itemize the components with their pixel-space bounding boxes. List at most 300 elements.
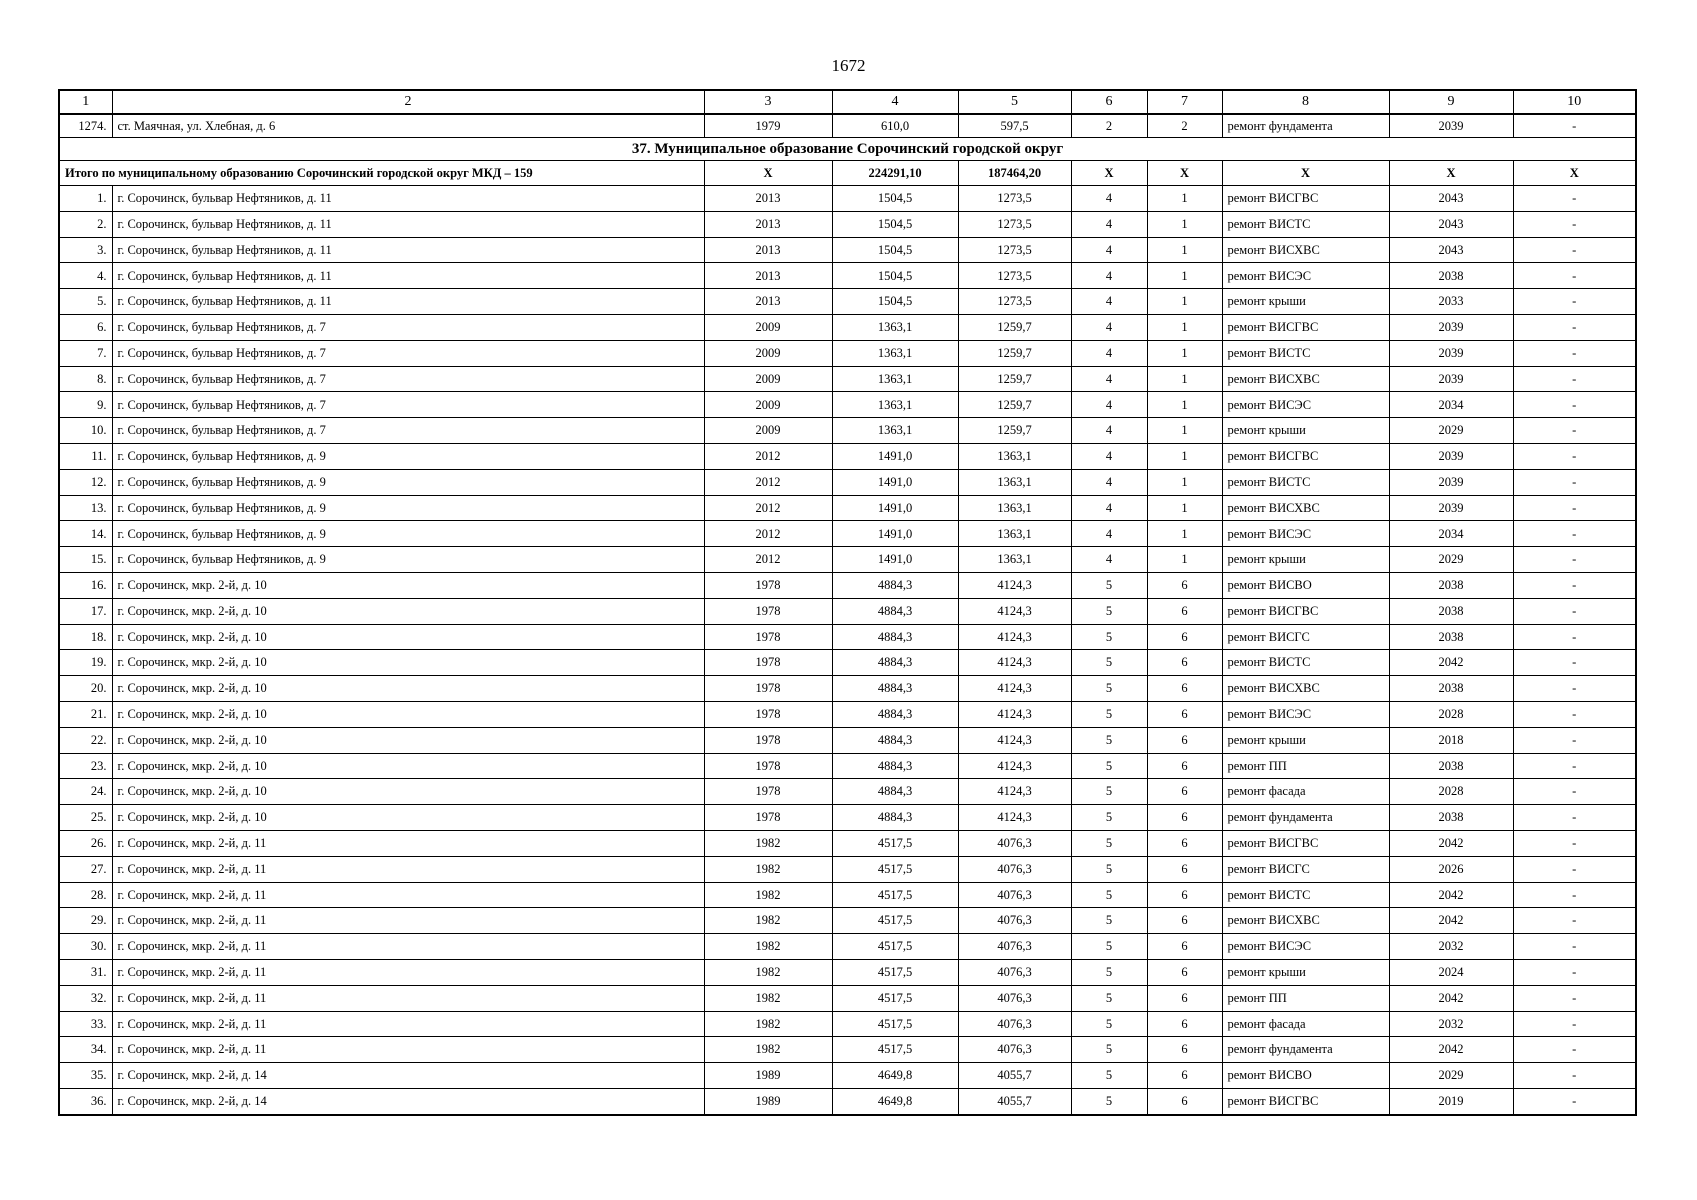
- table-row: [59, 676, 1636, 702]
- table-row: [59, 882, 1636, 908]
- work-type-cell: ремонт ВИСХВС: [1222, 366, 1389, 392]
- address-cell: г. Сорочинск, мкр. 2-й, д. 10: [112, 779, 704, 805]
- row-number: 24.: [59, 779, 112, 805]
- note-cell: -: [1513, 521, 1636, 547]
- table-row: [59, 1088, 1636, 1114]
- floors-cell: 2: [1071, 114, 1147, 138]
- column-header: 1: [59, 90, 112, 114]
- note-cell: -: [1513, 676, 1636, 702]
- table-row: [59, 392, 1636, 418]
- total-area-cell: 4884,3: [832, 779, 958, 805]
- note-cell: -: [1513, 959, 1636, 985]
- living-area-cell: 4076,3: [958, 856, 1071, 882]
- row-number: 9.: [59, 392, 112, 418]
- row-number: 4.: [59, 263, 112, 289]
- floors-cell: 4: [1071, 314, 1147, 340]
- row-number: 15.: [59, 547, 112, 573]
- entrances-cell: 6: [1147, 1011, 1222, 1037]
- total-area-cell: 1504,5: [832, 237, 958, 263]
- floors-cell: 4: [1071, 469, 1147, 495]
- work-type-cell: ремонт ВИСЭС: [1222, 392, 1389, 418]
- floors-cell: 5: [1071, 598, 1147, 624]
- planned-year-cell: 2029: [1389, 418, 1513, 444]
- page-number: 1672: [831, 56, 866, 75]
- address-cell: г. Сорочинск, бульвар Нефтяников, д. 7: [112, 366, 704, 392]
- entrances-cell: 6: [1147, 1063, 1222, 1089]
- work-type-cell: ремонт ВИСХВС: [1222, 908, 1389, 934]
- floors-cell: 5: [1071, 959, 1147, 985]
- entrances-cell: 6: [1147, 882, 1222, 908]
- year-cell: 1982: [704, 985, 832, 1011]
- total-area-cell: 4517,5: [832, 856, 958, 882]
- note-cell: -: [1513, 650, 1636, 676]
- year-cell: 2013: [704, 186, 832, 212]
- planned-year-cell: 2039: [1389, 443, 1513, 469]
- table-row: [59, 443, 1636, 469]
- total-area-cell: 1504,5: [832, 211, 958, 237]
- planned-year-cell: 2019: [1389, 1088, 1513, 1114]
- note-cell: -: [1513, 598, 1636, 624]
- floors-cell: 5: [1071, 650, 1147, 676]
- row-number: 5.: [59, 289, 112, 315]
- row-number: 31.: [59, 959, 112, 985]
- living-area-cell: 4076,3: [958, 830, 1071, 856]
- year-cell: 1978: [704, 753, 832, 779]
- table-row: [59, 727, 1636, 753]
- year-cell: 1982: [704, 830, 832, 856]
- work-type-cell: ремонт фасада: [1222, 779, 1389, 805]
- address-cell: г. Сорочинск, бульвар Нефтяников, д. 7: [112, 392, 704, 418]
- planned-year-cell: 2042: [1389, 985, 1513, 1011]
- row-number: 20.: [59, 676, 112, 702]
- planned-year-cell: 2039: [1389, 340, 1513, 366]
- living-area-cell: 1273,5: [958, 263, 1071, 289]
- address-cell: г. Сорочинск, мкр. 2-й, д. 10: [112, 650, 704, 676]
- row-number: 7.: [59, 340, 112, 366]
- note-cell: -: [1513, 1088, 1636, 1114]
- year-cell: 1978: [704, 676, 832, 702]
- row-number: 19.: [59, 650, 112, 676]
- total-area-sum: 224291,10: [832, 161, 958, 186]
- table-row: [59, 366, 1636, 392]
- living-area-cell: 4076,3: [958, 959, 1071, 985]
- entrances-cell: 1: [1147, 521, 1222, 547]
- year-cell: 1982: [704, 1037, 832, 1063]
- address-cell: г. Сорочинск, мкр. 2-й, д. 14: [112, 1063, 704, 1089]
- address-cell: г. Сорочинск, бульвар Нефтяников, д. 11: [112, 289, 704, 315]
- planned-year-cell: 2034: [1389, 392, 1513, 418]
- total-label: Итого по муниципальному образованию Сорочинский городской округ МКД – 159: [59, 161, 704, 186]
- floors-cell: 4: [1071, 443, 1147, 469]
- row-number: 21.: [59, 701, 112, 727]
- year-cell: 1989: [704, 1063, 832, 1089]
- total-area-cell: 1363,1: [832, 366, 958, 392]
- living-area-cell: 4124,3: [958, 624, 1071, 650]
- year-cell: 2013: [704, 211, 832, 237]
- floors-cell: 5: [1071, 985, 1147, 1011]
- floors-cell: 4: [1071, 418, 1147, 444]
- row-number: 2.: [59, 211, 112, 237]
- address-cell: г. Сорочинск, бульвар Нефтяников, д. 9: [112, 521, 704, 547]
- entrances-cell: 1: [1147, 418, 1222, 444]
- row-number: 27.: [59, 856, 112, 882]
- planned-year-cell: 2032: [1389, 934, 1513, 960]
- entrances-cell: 1: [1147, 314, 1222, 340]
- table-row: [59, 289, 1636, 315]
- living-area-cell: 1273,5: [958, 289, 1071, 315]
- total-area-cell: 610,0: [832, 114, 958, 138]
- row-number: 33.: [59, 1011, 112, 1037]
- column-header: 10: [1513, 90, 1636, 114]
- year-cell: 2012: [704, 495, 832, 521]
- living-area-cell: 4124,3: [958, 701, 1071, 727]
- total-area-cell: 1491,0: [832, 547, 958, 573]
- row-number: 1274.: [59, 114, 112, 138]
- column-header: 9: [1389, 90, 1513, 114]
- living-area-cell: 1259,7: [958, 418, 1071, 444]
- planned-year-cell: 2028: [1389, 779, 1513, 805]
- entrances-cell: 6: [1147, 856, 1222, 882]
- row-number: 23.: [59, 753, 112, 779]
- living-area-cell: 4124,3: [958, 572, 1071, 598]
- floors-cell: 5: [1071, 934, 1147, 960]
- table-row: [59, 1011, 1636, 1037]
- address-cell: г. Сорочинск, мкр. 2-й, д. 14: [112, 1088, 704, 1114]
- entrances-cell: 1: [1147, 469, 1222, 495]
- address-cell: г. Сорочинск, бульвар Нефтяников, д. 9: [112, 469, 704, 495]
- table-row: [59, 701, 1636, 727]
- total-area-cell: 1363,1: [832, 314, 958, 340]
- table-row: [59, 959, 1636, 985]
- column-header: 3: [704, 90, 832, 114]
- year-cell: 1982: [704, 882, 832, 908]
- note-cell: -: [1513, 908, 1636, 934]
- total-row: [59, 161, 1636, 186]
- living-area-cell: 4076,3: [958, 1037, 1071, 1063]
- address-cell: г. Сорочинск, мкр. 2-й, д. 10: [112, 701, 704, 727]
- floors-cell: 5: [1071, 676, 1147, 702]
- living-area-cell: 1259,7: [958, 392, 1071, 418]
- planned-year-cell: 2038: [1389, 676, 1513, 702]
- year-cell: 2009: [704, 340, 832, 366]
- work-type-cell: ремонт крыши: [1222, 418, 1389, 444]
- note-cell: -: [1513, 805, 1636, 831]
- row-number: 8.: [59, 366, 112, 392]
- work-type-cell: ремонт фундамента: [1222, 1037, 1389, 1063]
- entrances-cell: 1: [1147, 392, 1222, 418]
- work-type-cell: ремонт ВИСХВС: [1222, 676, 1389, 702]
- total-cell: X: [1071, 161, 1147, 186]
- living-area-cell: 4055,7: [958, 1063, 1071, 1089]
- note-cell: -: [1513, 547, 1636, 573]
- year-cell: 1978: [704, 650, 832, 676]
- total-area-cell: 1491,0: [832, 469, 958, 495]
- living-area-cell: 4124,3: [958, 598, 1071, 624]
- row-number: 12.: [59, 469, 112, 495]
- work-type-cell: ремонт ВИСХВС: [1222, 237, 1389, 263]
- table-row: [59, 830, 1636, 856]
- row-number: 25.: [59, 805, 112, 831]
- address-cell: г. Сорочинск, мкр. 2-й, д. 10: [112, 753, 704, 779]
- table-row: [59, 650, 1636, 676]
- living-area-cell: 4076,3: [958, 934, 1071, 960]
- total-area-cell: 4517,5: [832, 985, 958, 1011]
- entrances-cell: 6: [1147, 934, 1222, 960]
- floors-cell: 4: [1071, 263, 1147, 289]
- table-row: [59, 934, 1636, 960]
- total-area-cell: 4517,5: [832, 934, 958, 960]
- total-area-cell: 4884,3: [832, 727, 958, 753]
- work-type-cell: ремонт ВИСЭС: [1222, 521, 1389, 547]
- total-cell: X: [1513, 161, 1636, 186]
- note-cell: -: [1513, 753, 1636, 779]
- planned-year-cell: 2042: [1389, 1037, 1513, 1063]
- address-cell: г. Сорочинск, мкр. 2-й, д. 10: [112, 598, 704, 624]
- entrances-cell: 6: [1147, 624, 1222, 650]
- planned-year-cell: 2018: [1389, 727, 1513, 753]
- year-cell: 1979: [704, 114, 832, 138]
- work-type-cell: ремонт фундамента: [1222, 805, 1389, 831]
- entrances-cell: 1: [1147, 340, 1222, 366]
- living-area-cell: 4076,3: [958, 985, 1071, 1011]
- entrances-cell: 6: [1147, 805, 1222, 831]
- address-cell: ст. Маячная, ул. Хлебная, д. 6: [112, 114, 704, 138]
- total-area-cell: 4884,3: [832, 753, 958, 779]
- living-area-cell: 4124,3: [958, 727, 1071, 753]
- year-cell: 2012: [704, 521, 832, 547]
- work-type-cell: ремонт крыши: [1222, 727, 1389, 753]
- table-row: [59, 237, 1636, 263]
- column-header: 4: [832, 90, 958, 114]
- note-cell: -: [1513, 727, 1636, 753]
- year-cell: 1978: [704, 624, 832, 650]
- table-row: [59, 263, 1636, 289]
- year-cell: 2013: [704, 263, 832, 289]
- total-area-cell: 4884,3: [832, 701, 958, 727]
- row-number: 29.: [59, 908, 112, 934]
- table-row: [59, 1063, 1636, 1089]
- floors-cell: 5: [1071, 753, 1147, 779]
- planned-year-cell: 2038: [1389, 805, 1513, 831]
- address-cell: г. Сорочинск, мкр. 2-й, д. 11: [112, 959, 704, 985]
- floors-cell: 5: [1071, 1011, 1147, 1037]
- address-cell: г. Сорочинск, мкр. 2-й, д. 10: [112, 727, 704, 753]
- year-cell: 1978: [704, 598, 832, 624]
- table-row: [59, 314, 1636, 340]
- entrances-cell: 6: [1147, 1037, 1222, 1063]
- floors-cell: 5: [1071, 1088, 1147, 1114]
- row-number: 28.: [59, 882, 112, 908]
- note-cell: -: [1513, 237, 1636, 263]
- planned-year-cell: 2039: [1389, 314, 1513, 340]
- work-type-cell: ремонт ВИСТС: [1222, 211, 1389, 237]
- entrances-cell: 6: [1147, 676, 1222, 702]
- year-cell: 1982: [704, 934, 832, 960]
- year-cell: 2009: [704, 314, 832, 340]
- row-number: 10.: [59, 418, 112, 444]
- living-area-cell: 4124,3: [958, 650, 1071, 676]
- entrances-cell: 1: [1147, 211, 1222, 237]
- year-cell: 2009: [704, 366, 832, 392]
- note-cell: -: [1513, 882, 1636, 908]
- planned-year-cell: 2042: [1389, 908, 1513, 934]
- row-number: 13.: [59, 495, 112, 521]
- year-cell: 1982: [704, 1011, 832, 1037]
- note-cell: -: [1513, 701, 1636, 727]
- work-type-cell: ремонт крыши: [1222, 547, 1389, 573]
- living-area-cell: 1259,7: [958, 340, 1071, 366]
- planned-year-cell: 2038: [1389, 263, 1513, 289]
- planned-year-cell: 2032: [1389, 1011, 1513, 1037]
- entrances-cell: 1: [1147, 495, 1222, 521]
- total-area-cell: 4884,3: [832, 676, 958, 702]
- floors-cell: 5: [1071, 908, 1147, 934]
- address-cell: г. Сорочинск, мкр. 2-й, д. 11: [112, 1011, 704, 1037]
- note-cell: -: [1513, 1037, 1636, 1063]
- living-area-cell: 597,5: [958, 114, 1071, 138]
- work-type-cell: ремонт ПП: [1222, 985, 1389, 1011]
- living-area-cell: 1363,1: [958, 521, 1071, 547]
- floors-cell: 5: [1071, 805, 1147, 831]
- floors-cell: 5: [1071, 779, 1147, 805]
- column-header: 8: [1222, 90, 1389, 114]
- entrances-cell: 6: [1147, 727, 1222, 753]
- floors-cell: 4: [1071, 340, 1147, 366]
- total-area-cell: 4517,5: [832, 959, 958, 985]
- entrances-cell: 6: [1147, 830, 1222, 856]
- planned-year-cell: 2038: [1389, 753, 1513, 779]
- total-area-cell: 1504,5: [832, 263, 958, 289]
- living-area-cell: 4076,3: [958, 882, 1071, 908]
- living-area-cell: 4124,3: [958, 805, 1071, 831]
- total-area-cell: 1363,1: [832, 340, 958, 366]
- living-area-cell: 4076,3: [958, 908, 1071, 934]
- row-number: 36.: [59, 1088, 112, 1114]
- year-cell: 2009: [704, 392, 832, 418]
- address-cell: г. Сорочинск, мкр. 2-й, д. 10: [112, 572, 704, 598]
- section-title-row: [59, 138, 1636, 161]
- note-cell: -: [1513, 418, 1636, 444]
- floors-cell: 4: [1071, 521, 1147, 547]
- row-number: 18.: [59, 624, 112, 650]
- living-area-sum: 187464,20: [958, 161, 1071, 186]
- floors-cell: 5: [1071, 830, 1147, 856]
- living-area-cell: 1273,5: [958, 211, 1071, 237]
- total-area-cell: 4649,8: [832, 1088, 958, 1114]
- entrances-cell: 1: [1147, 547, 1222, 573]
- entrances-cell: 6: [1147, 959, 1222, 985]
- entrances-cell: 2: [1147, 114, 1222, 138]
- total-cell: X: [1389, 161, 1513, 186]
- work-type-cell: ремонт ВИСГВС: [1222, 314, 1389, 340]
- row-number: 26.: [59, 830, 112, 856]
- row-number: 35.: [59, 1063, 112, 1089]
- planned-year-cell: 2029: [1389, 1063, 1513, 1089]
- table-row: [59, 779, 1636, 805]
- planned-year-cell: 2039: [1389, 495, 1513, 521]
- table-row: [59, 624, 1636, 650]
- total-area-cell: 4884,3: [832, 598, 958, 624]
- total-area-cell: 1491,0: [832, 521, 958, 547]
- entrances-cell: 1: [1147, 289, 1222, 315]
- living-area-cell: 1363,1: [958, 495, 1071, 521]
- living-area-cell: 4124,3: [958, 779, 1071, 805]
- table-row: [59, 547, 1636, 573]
- work-type-cell: ремонт ВИСТС: [1222, 340, 1389, 366]
- entrances-cell: 1: [1147, 366, 1222, 392]
- total-area-cell: 4517,5: [832, 830, 958, 856]
- address-cell: г. Сорочинск, бульвар Нефтяников, д. 11: [112, 263, 704, 289]
- table-row: [59, 418, 1636, 444]
- total-cell: X: [1147, 161, 1222, 186]
- year-cell: 1982: [704, 959, 832, 985]
- living-area-cell: 1363,1: [958, 443, 1071, 469]
- entrances-cell: 6: [1147, 985, 1222, 1011]
- floors-cell: 5: [1071, 1063, 1147, 1089]
- entrances-cell: 1: [1147, 237, 1222, 263]
- total-area-cell: 4517,5: [832, 1037, 958, 1063]
- work-type-cell: ремонт крыши: [1222, 959, 1389, 985]
- address-cell: г. Сорочинск, мкр. 2-й, д. 10: [112, 676, 704, 702]
- row-number: 1.: [59, 186, 112, 212]
- planned-year-cell: 2038: [1389, 598, 1513, 624]
- table-row: [59, 495, 1636, 521]
- living-area-cell: 4124,3: [958, 753, 1071, 779]
- work-type-cell: ремонт ВИСЭС: [1222, 934, 1389, 960]
- row-number: 30.: [59, 934, 112, 960]
- housing-register-table: [58, 89, 1637, 1116]
- total-area-cell: 4649,8: [832, 1063, 958, 1089]
- total-area-cell: 4884,3: [832, 572, 958, 598]
- total-area-cell: 1491,0: [832, 495, 958, 521]
- note-cell: -: [1513, 392, 1636, 418]
- table-row: [59, 211, 1636, 237]
- table-row: [59, 856, 1636, 882]
- note-cell: -: [1513, 366, 1636, 392]
- total-area-cell: 1504,5: [832, 186, 958, 212]
- planned-year-cell: 2039: [1389, 366, 1513, 392]
- total-area-cell: 4517,5: [832, 1011, 958, 1037]
- total-area-cell: 4884,3: [832, 805, 958, 831]
- work-type-cell: ремонт ВИСГС: [1222, 856, 1389, 882]
- note-cell: -: [1513, 495, 1636, 521]
- row-number: 32.: [59, 985, 112, 1011]
- note-cell: -: [1513, 314, 1636, 340]
- planned-year-cell: 2043: [1389, 211, 1513, 237]
- entrances-cell: 6: [1147, 598, 1222, 624]
- living-area-cell: 4124,3: [958, 676, 1071, 702]
- work-type-cell: ремонт ПП: [1222, 753, 1389, 779]
- table-row: [59, 521, 1636, 547]
- address-cell: г. Сорочинск, бульвар Нефтяников, д. 9: [112, 547, 704, 573]
- floors-cell: 5: [1071, 1037, 1147, 1063]
- year-cell: 2009: [704, 418, 832, 444]
- planned-year-cell: 2029: [1389, 547, 1513, 573]
- address-cell: г. Сорочинск, мкр. 2-й, д. 11: [112, 856, 704, 882]
- entrances-cell: 1: [1147, 186, 1222, 212]
- work-type-cell: ремонт ВИСГВС: [1222, 1088, 1389, 1114]
- column-header: 2: [112, 90, 704, 114]
- total-area-cell: 1363,1: [832, 392, 958, 418]
- year-cell: 1978: [704, 572, 832, 598]
- planned-year-cell: 2038: [1389, 624, 1513, 650]
- row-number: 14.: [59, 521, 112, 547]
- floors-cell: 5: [1071, 727, 1147, 753]
- table-row: [59, 186, 1636, 212]
- year-cell: 1978: [704, 779, 832, 805]
- note-cell: -: [1513, 934, 1636, 960]
- address-cell: г. Сорочинск, бульвар Нефтяников, д. 7: [112, 314, 704, 340]
